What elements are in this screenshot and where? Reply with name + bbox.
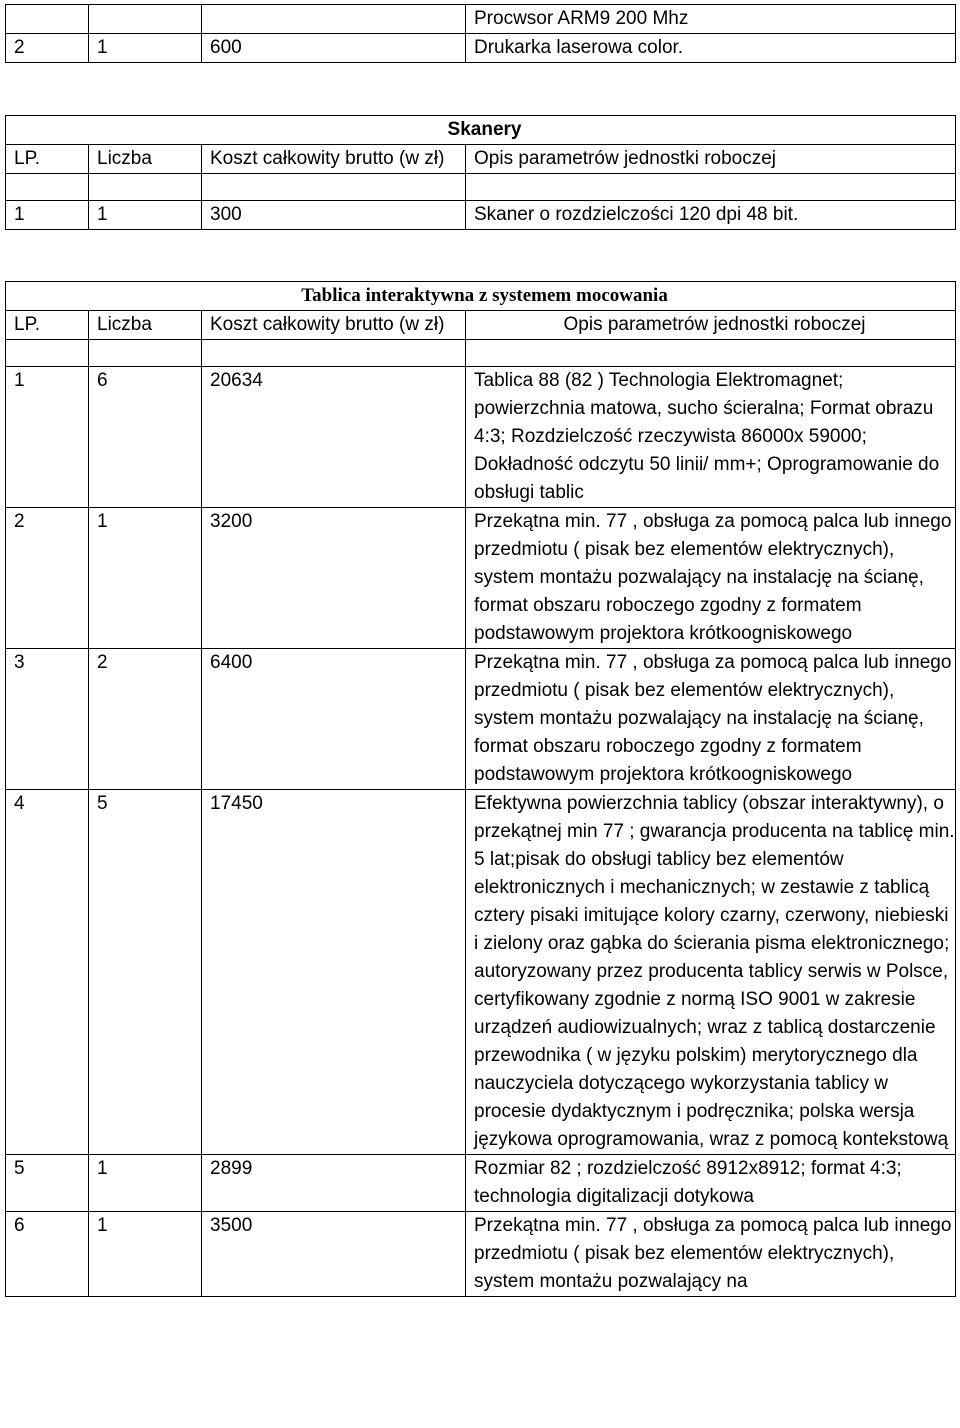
header-lp: LP. <box>6 145 89 174</box>
cost-cell: 3200 <box>202 508 466 649</box>
table-row <box>6 649 956 790</box>
lp-cell: 6 <box>6 1212 89 1297</box>
cost-cell: 20634 <box>202 367 466 508</box>
count-cell: 2 <box>89 649 202 790</box>
desc-cell: Efektywna powierzchnia tablicy (obszar interaktywny), o przekątnej min 77 ; gwarancja producenta na tablicę min. 5 lat;pisak do obsługi tablicy bez elementów elektronicznych i mechanicznych; w zestawie z tablicą cztery pisaki imitujące kolory czarny, czerwony, niebieski i zielony oraz gąbka do ścierania pisma elektronicznego; autoryzowany przez producenta tablicy serwis w Polsce, certyfikowany zgodnie z normą ISO 9001 w zakresie urządzeń audiowizualnych; wraz z tablicą dostarczenie przewodnika ( w języku polskim) merytorycznego dla nauczyciela dotyczącego wykorzystania tablicy w procesie dydaktycznym i podręcznika; polska wersja językowa oprogramowania, wraz z pomocą kontekstową <box>466 790 956 1155</box>
header-cost: Koszt całkowity brutto (w zł) <box>202 145 466 174</box>
count-cell <box>89 5 202 34</box>
header-desc: Opis parametrów jednostki roboczej <box>466 145 956 174</box>
header-count: Liczba <box>89 145 202 174</box>
desc-cell: Przekątna min. 77 , obsługa za pomocą palca lub innego przedmiotu ( pisak bez elementów elektrycznych), system montażu pozwalający na instalację na ścianę, format obszaru roboczego zgodny z formatem podstawowym projektora krótkoogniskowego <box>466 508 956 649</box>
cost-cell: 3500 <box>202 1212 466 1297</box>
desc-cell: Skaner o rozdzielczości 120 dpi 48 bit. <box>466 201 956 230</box>
count-cell: 1 <box>89 508 202 649</box>
cost-cell <box>202 5 466 34</box>
header-row <box>6 311 956 340</box>
cost-cell: 17450 <box>202 790 466 1155</box>
lp-cell: 2 <box>6 508 89 649</box>
scanners-table <box>5 115 956 230</box>
cost-cell: 600 <box>202 34 466 63</box>
header-cost: Koszt całkowity brutto (w zł) <box>202 311 466 340</box>
header-count: Liczba <box>89 311 202 340</box>
boards-table <box>5 281 956 1297</box>
section-title: Tablica interaktywna z systemem mocowania <box>6 282 956 311</box>
lp-cell: 4 <box>6 790 89 1155</box>
lp-cell: 5 <box>6 1155 89 1212</box>
cost-cell: 300 <box>202 201 466 230</box>
desc-cell: Procwsor ARM9 200 Mhz <box>466 5 956 34</box>
table-row <box>6 508 956 649</box>
header-desc: Opis parametrów jednostki roboczej <box>466 311 956 340</box>
count-cell: 5 <box>89 790 202 1155</box>
lp-cell: 1 <box>6 367 89 508</box>
table-row <box>6 34 956 63</box>
count-cell: 1 <box>89 201 202 230</box>
table-row <box>6 1155 956 1212</box>
table-row <box>6 790 956 1155</box>
desc-cell: Rozmiar 82 ; rozdzielczość 8912x8912; format 4:3; technologia digitalizacji dotykowa <box>466 1155 956 1212</box>
count-cell: 6 <box>89 367 202 508</box>
header-lp: LP. <box>6 311 89 340</box>
header-row <box>6 145 956 174</box>
cost-cell: 2899 <box>202 1155 466 1212</box>
desc-cell: Przekątna min. 77 , obsługa za pomocą palca lub innego przedmiotu ( pisak bez elementów elektrycznych), system montażu pozwalający na <box>466 1212 956 1297</box>
table-row <box>6 201 956 230</box>
count-cell: 1 <box>89 34 202 63</box>
desc-cell: Przekątna min. 77 , obsługa za pomocą palca lub innego przedmiotu ( pisak bez elementów elektrycznych), system montażu pozwalający na instalację na ścianę, format obszaru roboczego zgodny z formatem podstawowym projektora krótkoogniskowego <box>466 649 956 790</box>
printer-table <box>5 4 956 63</box>
lp-cell: 1 <box>6 201 89 230</box>
lp-cell <box>6 5 89 34</box>
spacer-row <box>6 174 956 201</box>
table-row <box>6 367 956 508</box>
cost-cell: 6400 <box>202 649 466 790</box>
desc-cell: Tablica 88 (82 ) Technologia Elektromagnet; powierzchnia matowa, sucho ścieralna; Format obrazu 4:3; Rozdzielczość rzeczywista 86000x 59000; Dokładność odczytu 50 linii/ mm+; Oprogramowanie do obsługi tablic <box>466 367 956 508</box>
lp-cell: 3 <box>6 649 89 790</box>
desc-cell: Drukarka laserowa color. <box>466 34 956 63</box>
table-row <box>6 1212 956 1297</box>
count-cell: 1 <box>89 1155 202 1212</box>
section-title-row <box>6 116 956 145</box>
section-title-row <box>6 282 956 311</box>
section-title: Skanery <box>6 116 956 145</box>
spacer-row <box>6 340 956 367</box>
count-cell: 1 <box>89 1212 202 1297</box>
table-row <box>6 5 956 34</box>
lp-cell: 2 <box>6 34 89 63</box>
